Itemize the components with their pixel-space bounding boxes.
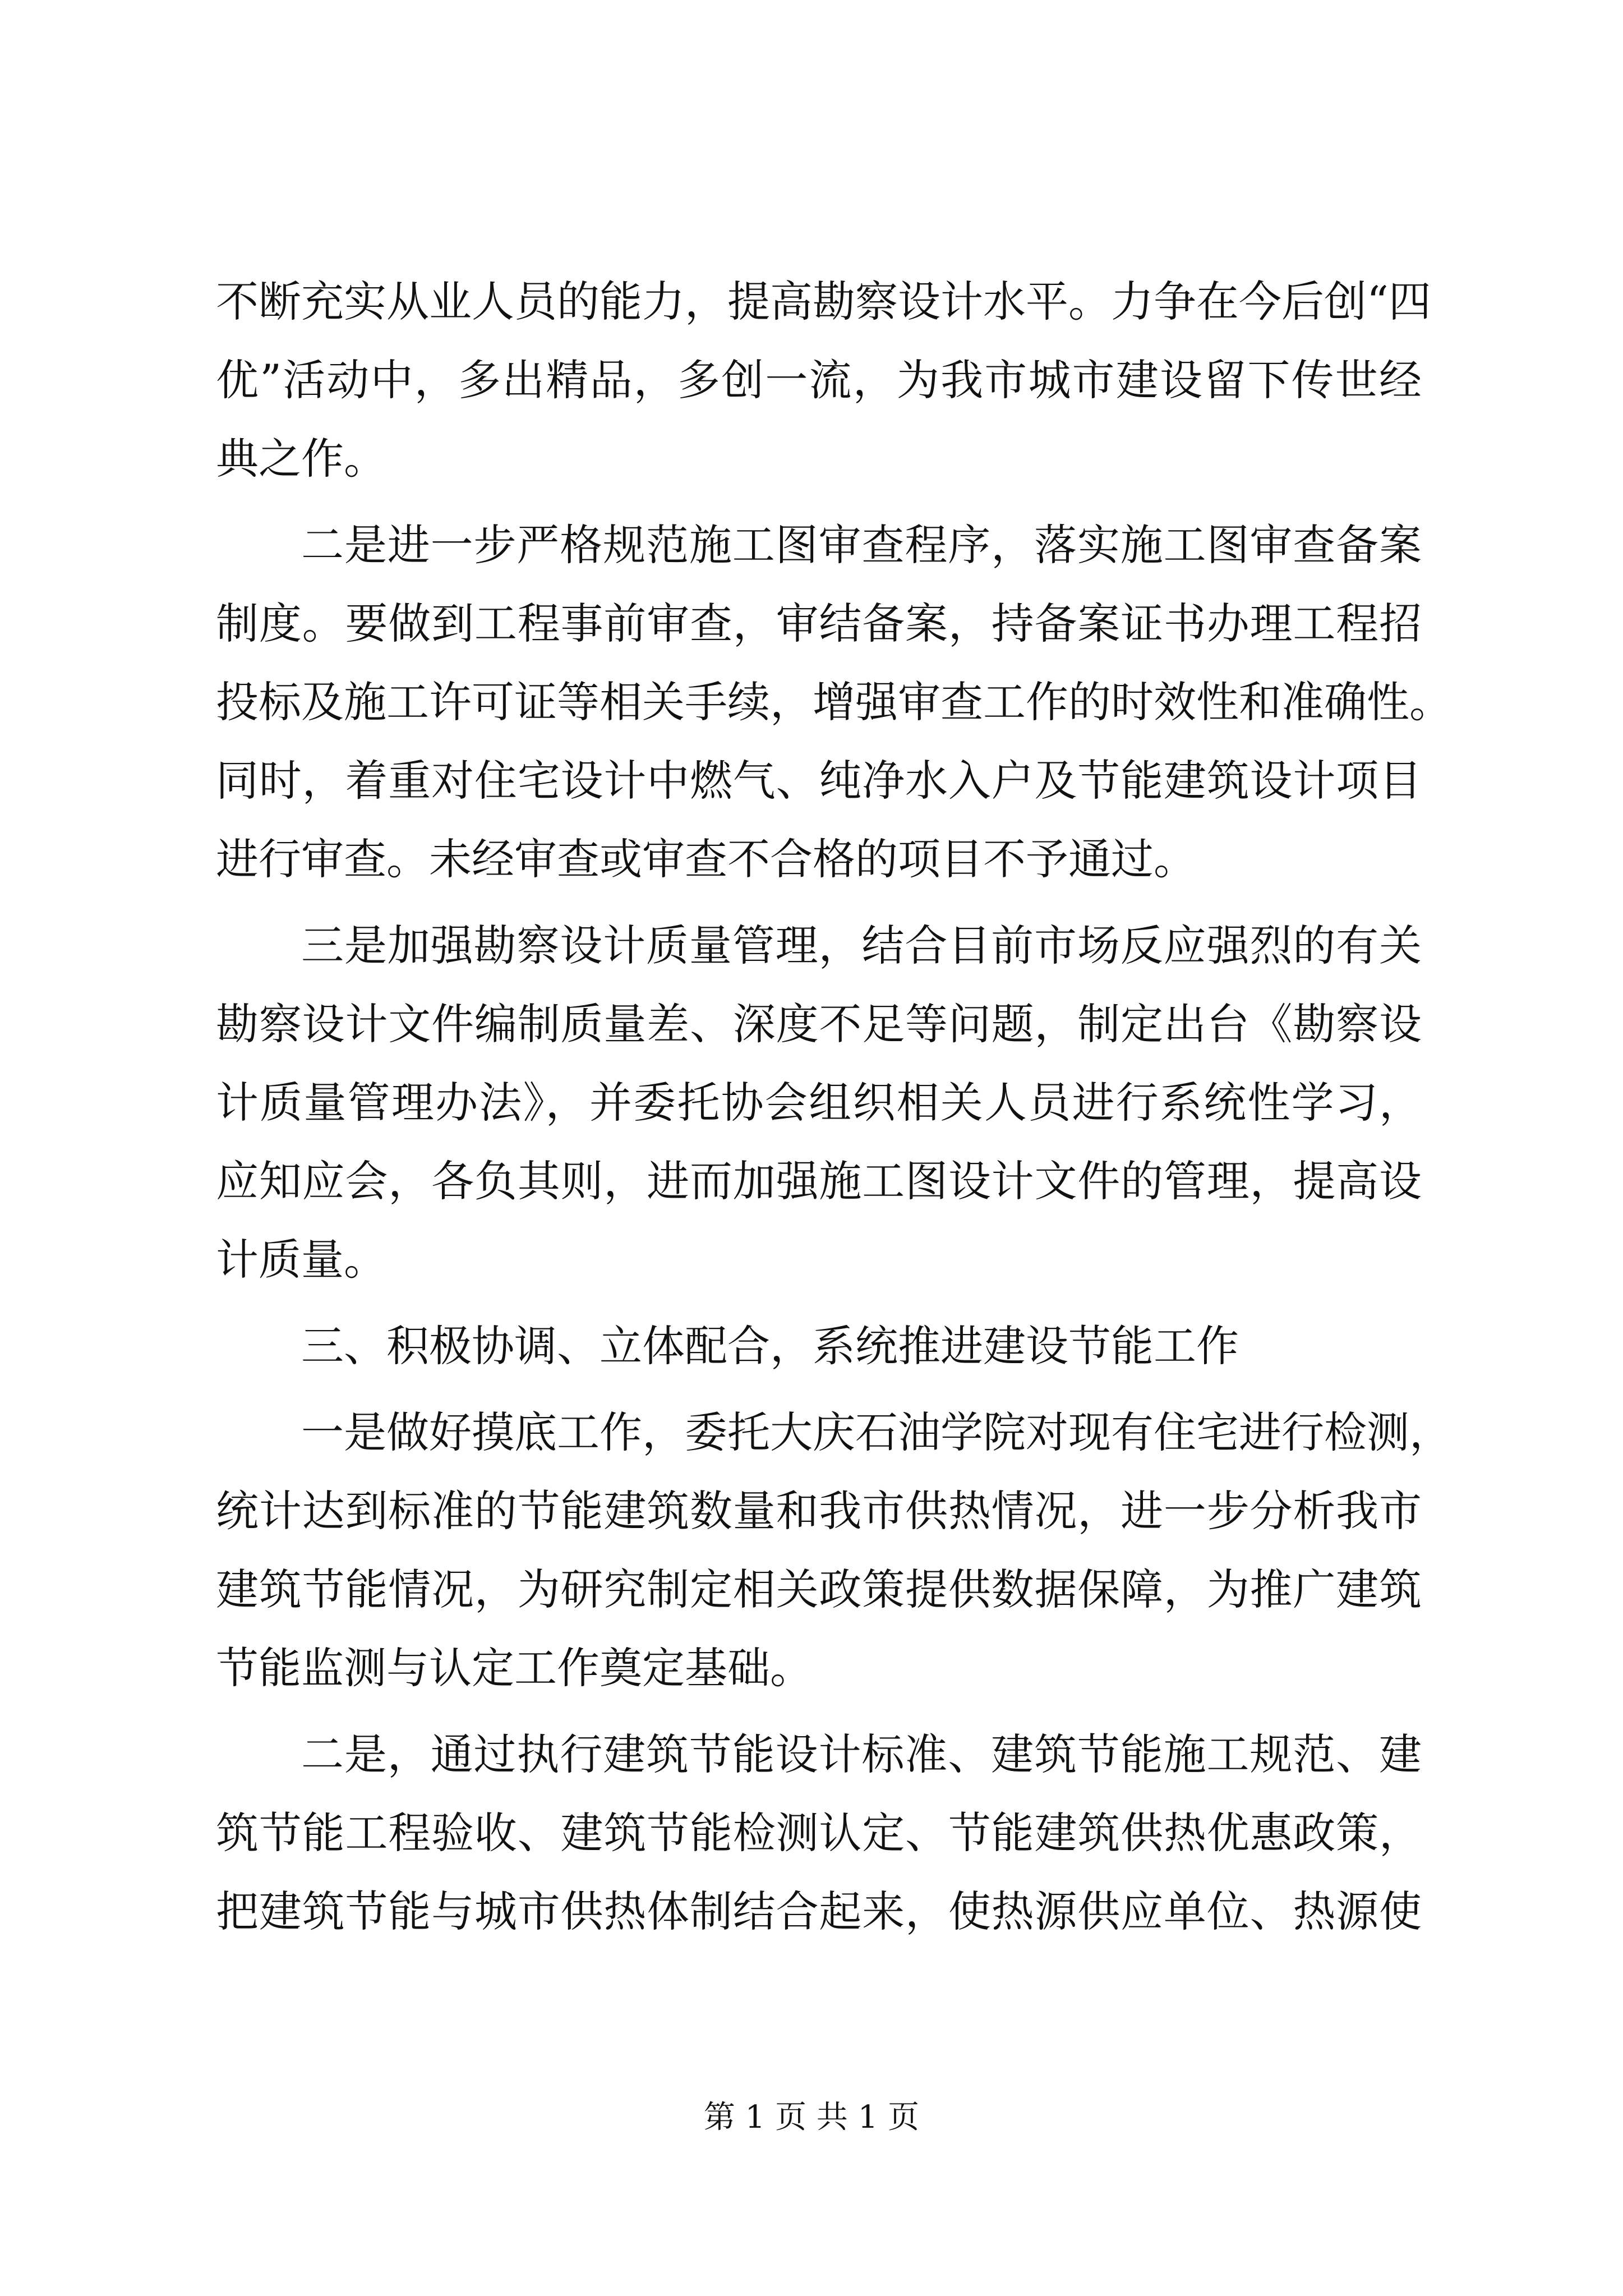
text-line: 计质量管理办法》，并委托协会组织相关人员进行系统性学习， (216, 1078, 1422, 1128)
paragraph (216, 907, 1422, 1299)
text-line: 二是进一步严格规范施工图审查程序，落实施工图审查备案 (301, 520, 1422, 570)
text-line: 应知应会，各负其则，进而加强施工图设计文件的管理，提高设 (216, 1156, 1422, 1206)
text-line: 节能监测与认定工作奠定基础。 (216, 1643, 813, 1693)
text-line: 建筑节能情况，为研究制定相关政策提供数据保障，为推广建筑 (216, 1565, 1422, 1614)
text-line: 典之作。 (216, 434, 386, 484)
text-line: 一是做好摸底工作，委托大庆石油学院对现有住宅进行检测， (301, 1407, 1452, 1457)
text-line: 三是加强勘察设计质量管理，结合目前市场反应强烈的有关 (301, 921, 1422, 970)
paragraph (216, 1393, 1452, 1708)
document-body (216, 263, 1452, 1951)
text-line: 优”活动中，多出精品，多创一流，为我市城市建设留下传世经 (216, 355, 1422, 405)
text-line: 把建筑节能与城市供热体制结合起来，使热源供应单位、热源使 (216, 1887, 1422, 1936)
text-line: 同时，着重对住宅设计中燃气、纯净水入户及节能建筑设计项目 (216, 756, 1422, 806)
text-line: 不断充实从业人员的能力，提高勘察设计水平。力争在今后创“四 (216, 277, 1431, 326)
text-line: 统计达到标准的节能建筑数量和我市供热情况，进一步分析我市 (216, 1486, 1422, 1536)
text-line: 制度。要做到工程事前审查，审结备案，持备案证书办理工程招 (216, 599, 1422, 648)
text-line: 勘察设计文件编制质量差、深度不足等问题，制定出台《勘察设 (216, 999, 1422, 1049)
text-line: 计质量。 (216, 1235, 386, 1285)
paragraph (216, 506, 1452, 899)
text-line: 投标及施工许可证等相关手续，增强审查工作的时效性和准确性。 (216, 677, 1452, 727)
page-number-footer: 第 1 页 共 1 页 (703, 2099, 920, 2136)
paragraph (216, 1715, 1422, 1951)
section-heading (216, 1307, 1422, 1386)
heading-line: 三、积极协调、立体配合，系统推进建设节能工作 (301, 1321, 1239, 1371)
paragraph (216, 263, 1431, 498)
text-line: 二是，通过执行建筑节能设计标准、建筑节能施工规范、建 (301, 1729, 1422, 1779)
text-line: 筑节能工程验收、建筑节能检测认定、节能建筑供热优惠政策， (216, 1808, 1422, 1858)
text-line: 进行审查。未经审查或审查不合格的项目不予通过。 (216, 834, 1196, 884)
